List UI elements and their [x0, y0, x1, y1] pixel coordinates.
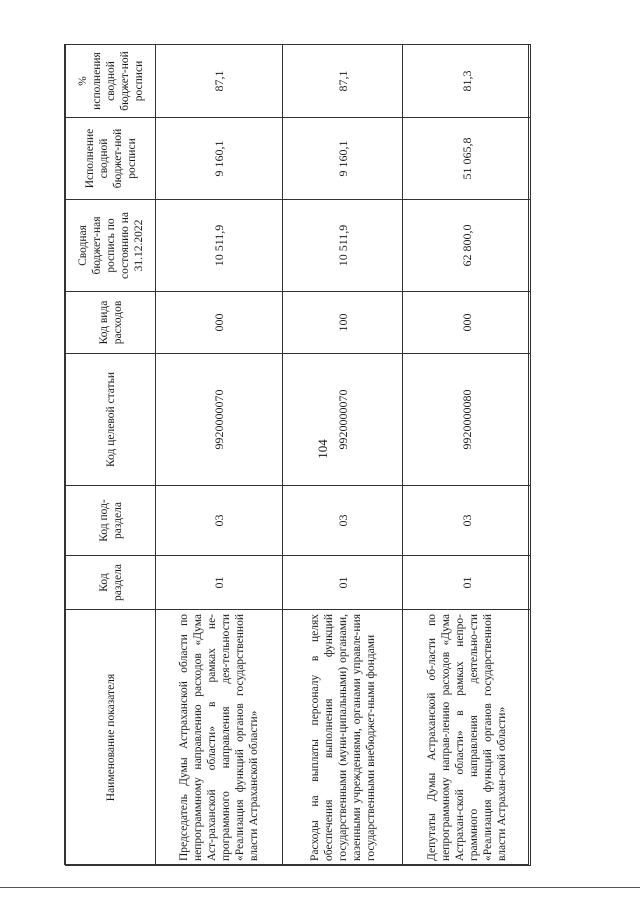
table-row [283, 45, 403, 866]
budget-amount: 10 511,9 [156, 200, 283, 292]
budget-table-container [64, 44, 529, 865]
expense-type-code: 000 [156, 292, 283, 354]
execution-percent: 87,1 [283, 45, 403, 118]
section-code: 01 [283, 556, 403, 610]
page-bottom-line [0, 887, 640, 888]
execution-amount: 51 065,8 [403, 118, 531, 200]
section-code: 01 [156, 556, 283, 610]
execution-percent: 81,3 [403, 45, 531, 118]
target-code: 9920000070 [156, 354, 283, 486]
budget-amount: 62 800,0 [403, 200, 531, 292]
header-budget-list: Сводная бюджет-ная роспись по состоянию на 31.12.2022 [66, 200, 156, 292]
header-indicator-name: Наименование показателя [66, 610, 156, 866]
execution-amount: 9 160,1 [156, 118, 283, 200]
page-number: 104 [315, 439, 330, 459]
section-code: 01 [403, 556, 531, 610]
header-target-code: Код целевой статьи [66, 354, 156, 486]
target-code: 9920000080 [403, 354, 531, 486]
subsection-code: 03 [283, 486, 403, 556]
rotated-table-frame [65, 45, 530, 866]
expense-type-code: 100 [283, 292, 403, 354]
table-row [403, 45, 531, 866]
indicator-name: Расходы на выплаты персоналу в целях обеспечения выполнения функций государственными (муни-ципальными) органами, казенными учреждениями, органами управле-ния государственными внебюджет-ными фондами [283, 610, 403, 866]
indicator-name: Председатель Думы Астраханской области по непрограммному направлению расходов «Дума Аст-раханской области» в рамках не-программного направления дея-тельности «Реализация функций органов государственной власти Астраханской области» [156, 610, 283, 866]
budget-execution-table [65, 44, 531, 866]
target-code: 9920000070 [283, 354, 403, 486]
header-expense-type-code: Код вида расходов [66, 292, 156, 354]
header-section-code: Код раздела [66, 556, 156, 610]
header-execution: Исполнение сводной бюджет-ной росписи [66, 118, 156, 200]
table-header-row [66, 45, 156, 866]
subsection-code: 03 [156, 486, 283, 556]
execution-percent: 87,1 [156, 45, 283, 118]
indicator-name: Депутаты Думы Астраханской об-ласти по непрограммному направ-лению расходов «Дума Астрахан-ской области» в рамках непро-граммного направления деятельно-сти «Реализация функций органов государственной власти Астрахан-ской области» [403, 610, 531, 866]
expense-type-code: 000 [403, 292, 531, 354]
subsection-code: 03 [403, 486, 531, 556]
execution-amount: 9 160,1 [283, 118, 403, 200]
table-row [156, 45, 283, 866]
budget-amount: 10 511,9 [283, 200, 403, 292]
header-execution-percent: % исполнения сводной бюджет-ной росписи [66, 45, 156, 118]
header-subsection-code: Код под-раздела [66, 486, 156, 556]
